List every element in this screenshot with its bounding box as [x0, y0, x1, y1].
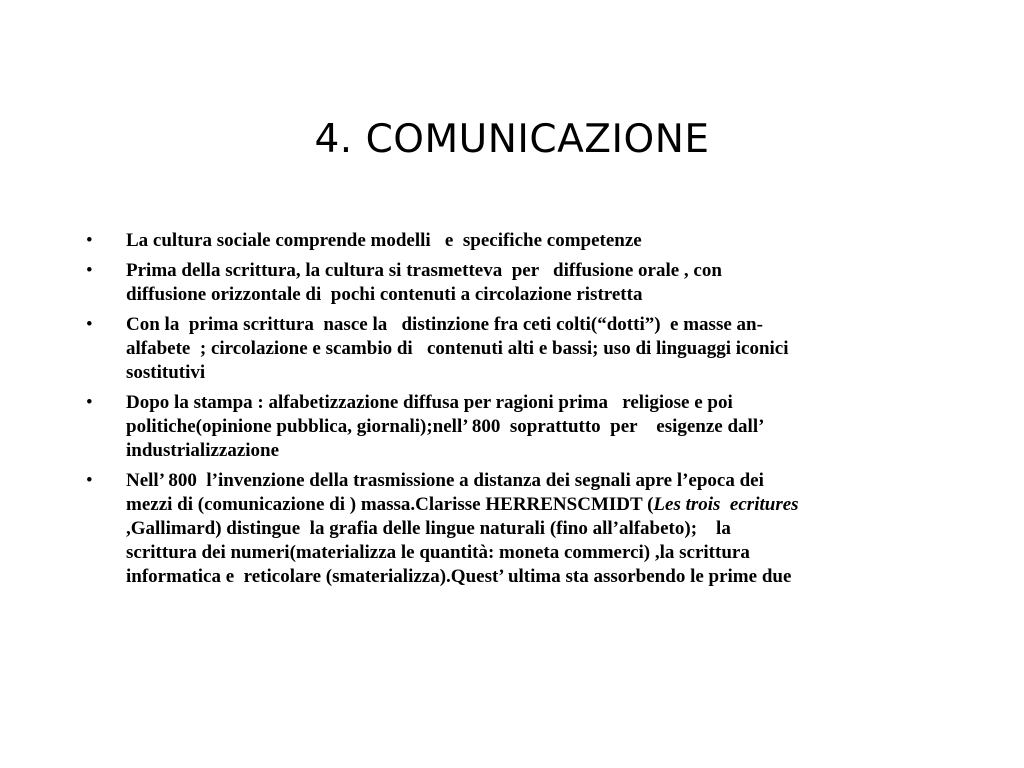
bullet-list — [86, 229, 946, 595]
bullet-dot-icon: • — [86, 314, 93, 335]
bullet-item-1 — [86, 229, 946, 253]
bullet-text-line: informatica e reticolare (smaterializza).Quest’ ultima sta assorbendo le prime due — [126, 566, 792, 587]
bullet-text-line: La cultura sociale comprende modelli e specifiche competenze — [126, 230, 642, 251]
bullet-dot-icon: • — [86, 230, 93, 251]
bullet-text-segment: mezzi di (comunicazione di ) massa.Clarisse HERRENSCMIDT ( — [126, 494, 654, 515]
bullet-text-line: Con la prima scrittura nasce la distinzione fra ceti colti(“dotti”) e masse an- — [126, 314, 763, 335]
bullet-text-line: alfabete ; circolazione e scambio di contenuti alti e bassi; uso di linguaggi iconici — [126, 338, 789, 359]
bullet-text-line: ,Gallimard) distingue la grafia delle lingue naturali (fino all’alfabeto); la — [126, 518, 731, 539]
bullet-text-line: Prima della scrittura, la cultura si trasmetteva per diffusione orale , con — [126, 260, 722, 281]
bullet-text-line: industrializzazione — [126, 440, 280, 461]
bullet-text-line: sostitutivi — [126, 362, 206, 383]
bullet-item-4 — [86, 391, 946, 463]
bullet-item-3 — [86, 313, 946, 385]
book-title: Les trois ecritures — [653, 494, 799, 515]
bullet-text-line: politiche(opinione pubblica, giornali);nell’ 800 soprattutto per esigenze dall’ — [126, 416, 765, 437]
bullet-dot-icon: • — [86, 260, 93, 281]
bullet-text-line: Dopo la stampa : alfabetizzazione diffusa per ragioni prima religiose e poi — [126, 392, 733, 413]
bullet-item-5 — [86, 469, 946, 589]
bullet-text-line: Nell’ 800 l’invenzione della trasmissione a distanza dei segnali apre l’epoca dei — [126, 470, 764, 491]
bullet-dot-icon: • — [86, 392, 93, 413]
bullet-text-line: scrittura dei numeri(materializza le quantità: moneta commerci) ,la scrittura — [126, 542, 750, 563]
bullet-item-2 — [86, 259, 946, 307]
bullet-dot-icon: • — [86, 470, 93, 491]
bullet-text-line: diffusione orizzontale di pochi contenuti a circolazione ristretta — [126, 284, 643, 305]
slide-title: 4. COMUNICAZIONE — [314, 117, 710, 162]
bullet-text-line — [126, 493, 946, 517]
